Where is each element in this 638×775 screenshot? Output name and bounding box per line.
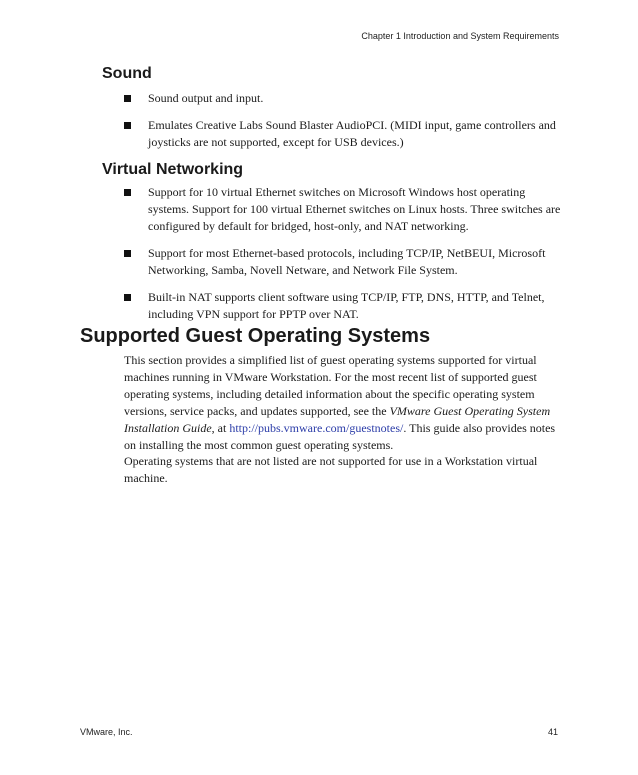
- guide-title: VMware Guest Operating System Installation Guide: [124, 404, 551, 435]
- guest-os-paragraph-2: Operating systems that are not listed are not supported for use in a Workstation virtual machine.: [124, 454, 538, 485]
- bullet-square-icon: [124, 95, 131, 102]
- bullet-square-icon: [124, 294, 131, 301]
- bullet-square-icon: [124, 189, 131, 196]
- bullet-square-icon: [124, 122, 131, 129]
- networking-list: [124, 184, 564, 333]
- bullet-square-icon: [124, 250, 131, 257]
- section-title-sound: Sound: [102, 65, 152, 82]
- list-item: Sound output and input.: [124, 90, 564, 107]
- guest-os-paragraph-1: This section provides a simplified list of guest operating systems supported for virtual machines running in VMware Workstation. For the most recent list of supported guest operating systems, including detailed information about the specific operating system versions, service packs, and updates supported, see the VMware Guest Operating System Installation Guide, at http://pubs.vmware.com/guestnotes/. This guide also provides notes on installing the most common guest operating systems.: [124, 353, 556, 452]
- section-title-guest-os: Supported Guest Operating Systems: [80, 325, 431, 347]
- list-item: Emulates Creative Labs Sound Blaster AudioPCI. (MIDI input, game controllers and joysticks are not supported, except for USB devices.): [124, 117, 564, 151]
- list-item: Support for most Ethernet-based protocols, including TCP/IP, NetBEUI, Microsoft Networking, Samba, Novell Netware, and Network File System.: [124, 245, 564, 279]
- sound-list: [124, 90, 564, 161]
- page-number: 41: [547, 727, 558, 737]
- list-item: Support for 10 virtual Ethernet switches on Microsoft Windows host operating systems. Support for 100 virtual Ethernet switches on Linux hosts. Three switches are configured by default for bridged, host-only, and NAT networking.: [124, 184, 564, 235]
- guestnotes-link[interactable]: http://pubs.vmware.com/guestnotes/: [229, 421, 404, 435]
- footer-company: VMware, Inc.: [80, 727, 133, 737]
- running-head: Chapter 1 Introduction and System Requirements: [361, 31, 559, 41]
- section-title-virtual-networking: Virtual Networking: [102, 161, 244, 178]
- list-item: Built-in NAT supports client software using TCP/IP, FTP, DNS, HTTP, and Telnet, including VPN support for PPTP over NAT.: [124, 289, 564, 323]
